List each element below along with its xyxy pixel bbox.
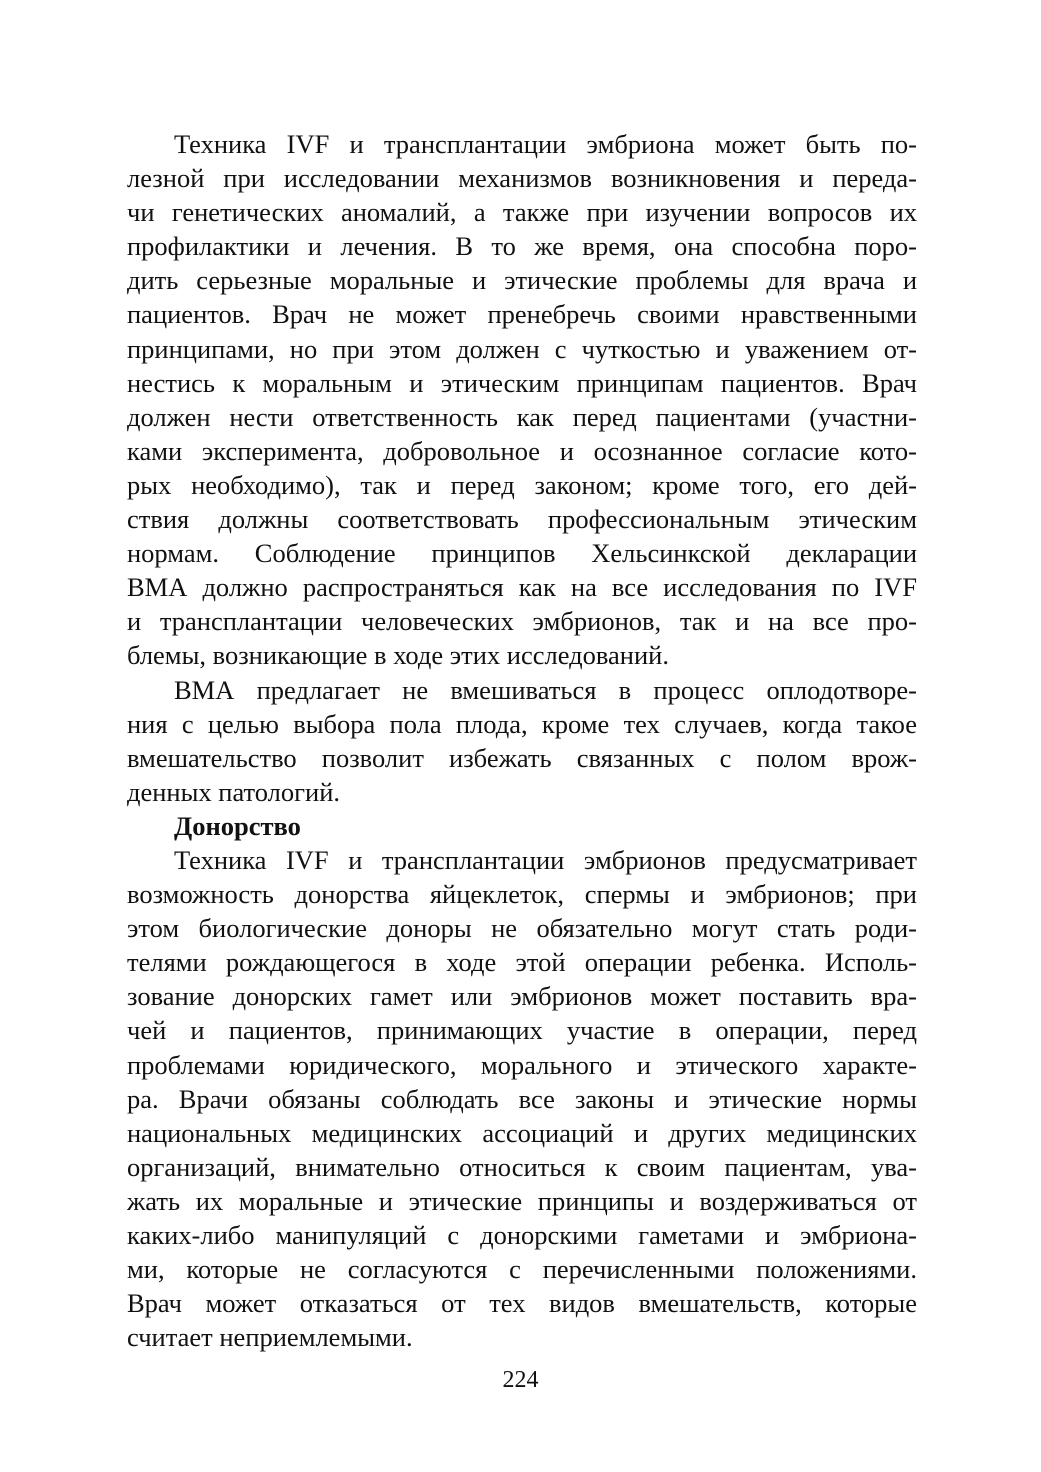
text-line: чей и пациентов, принимающих участие в операции, перед xyxy=(127,1015,917,1046)
text-line: чи генетических аномалий, а также при изучении вопросов их xyxy=(127,197,917,228)
section-heading: Донорство xyxy=(174,810,301,841)
text-line: Техника IVF и трансплантации эмбриона может быть по- xyxy=(174,129,917,159)
text-line: принципами, но при этом должен с чуткостью и уважением от- xyxy=(127,333,917,364)
paragraph-3 xyxy=(127,843,917,1354)
text-line: лезной при исследовании механизмов возникновения и переда- xyxy=(127,163,917,194)
page-number: 224 xyxy=(502,1367,539,1393)
text-line: каких-либо манипуляций с донорскими гаметами и эмбриона- xyxy=(127,1220,917,1250)
text-line: Техника IVF и трансплантации эмбрионов предусматривает xyxy=(174,844,917,875)
text-line: ния с целью выбора пола плода, кроме тех случаев, когда такое xyxy=(127,708,917,739)
text-line: ками эксперимента, добровольное и осознанное согласие кото- xyxy=(127,435,917,466)
text-line: и трансплантации человеческих эмбрионов, так и на все про- xyxy=(127,606,917,637)
paragraph-1 xyxy=(127,127,917,673)
text-line: этом биологические доноры не обязательно могут стать роди- xyxy=(127,913,917,944)
text-line: нормам. Соблюдение принципов Хельсинкской декларации xyxy=(127,538,917,569)
text-line: ми, которые не согласуются с перечисленными положениями. xyxy=(127,1254,917,1285)
text-line: возможность донорства яйцеклеток, спермы и эмбрионов; при xyxy=(127,879,917,910)
text-line: ВМА должно распространяться как на все исследования по IVF xyxy=(127,572,917,603)
text-line: рых необходимо), так и перед законом; кроме того, его дей- xyxy=(127,469,917,500)
paragraph-2 xyxy=(127,673,917,809)
text-line: национальных медицинских ассоциаций и других медицинских xyxy=(127,1117,917,1148)
text-line: профилактики и лечения. В то же время, она способна поро- xyxy=(127,231,917,262)
text-line: ВМА предлагает не вмешиваться в процесс оплодотворе- xyxy=(174,674,917,705)
text-line: считает неприемлемыми. xyxy=(127,1322,413,1353)
text-line: должен нести ответственность как перед пациентами (участни- xyxy=(127,401,917,432)
text-line: ствия должны соответствовать профессиональным этическим xyxy=(127,504,917,535)
text-line: блемы, возникающие в ходе этих исследований. xyxy=(127,640,669,671)
text-line: жать их моральные и этические принципы и воздерживаться от xyxy=(127,1185,917,1216)
text-line: организаций, внимательно относиться к своим пациентам, ува- xyxy=(127,1151,917,1182)
text-line: нестись к моральным и этическим принципам пациентов. Врач xyxy=(127,367,917,398)
text-line: пациентов. Врач не может пренебречь своими нравственными xyxy=(127,299,917,330)
text-line: вмешательство позволит избежать связанных с полом врож- xyxy=(127,742,917,773)
text-line: проблемами юридического, морального и этического характе- xyxy=(127,1049,917,1080)
text-line: зование донорских гамет или эмбрионов может поставить вра- xyxy=(127,981,917,1012)
body-text xyxy=(127,127,917,1354)
text-line: дить серьезные моральные и этические проблемы для врача и xyxy=(127,265,917,296)
text-line: телями рождающегося в ходе этой операции ребенка. Исполь- xyxy=(127,947,917,978)
text-line: Врач может отказаться от тех видов вмешательств, которые xyxy=(127,1288,917,1319)
text-line: ра. Врачи обязаны соблюдать все законы и этические нормы xyxy=(127,1083,917,1114)
text-line: денных патологий. xyxy=(127,776,341,807)
